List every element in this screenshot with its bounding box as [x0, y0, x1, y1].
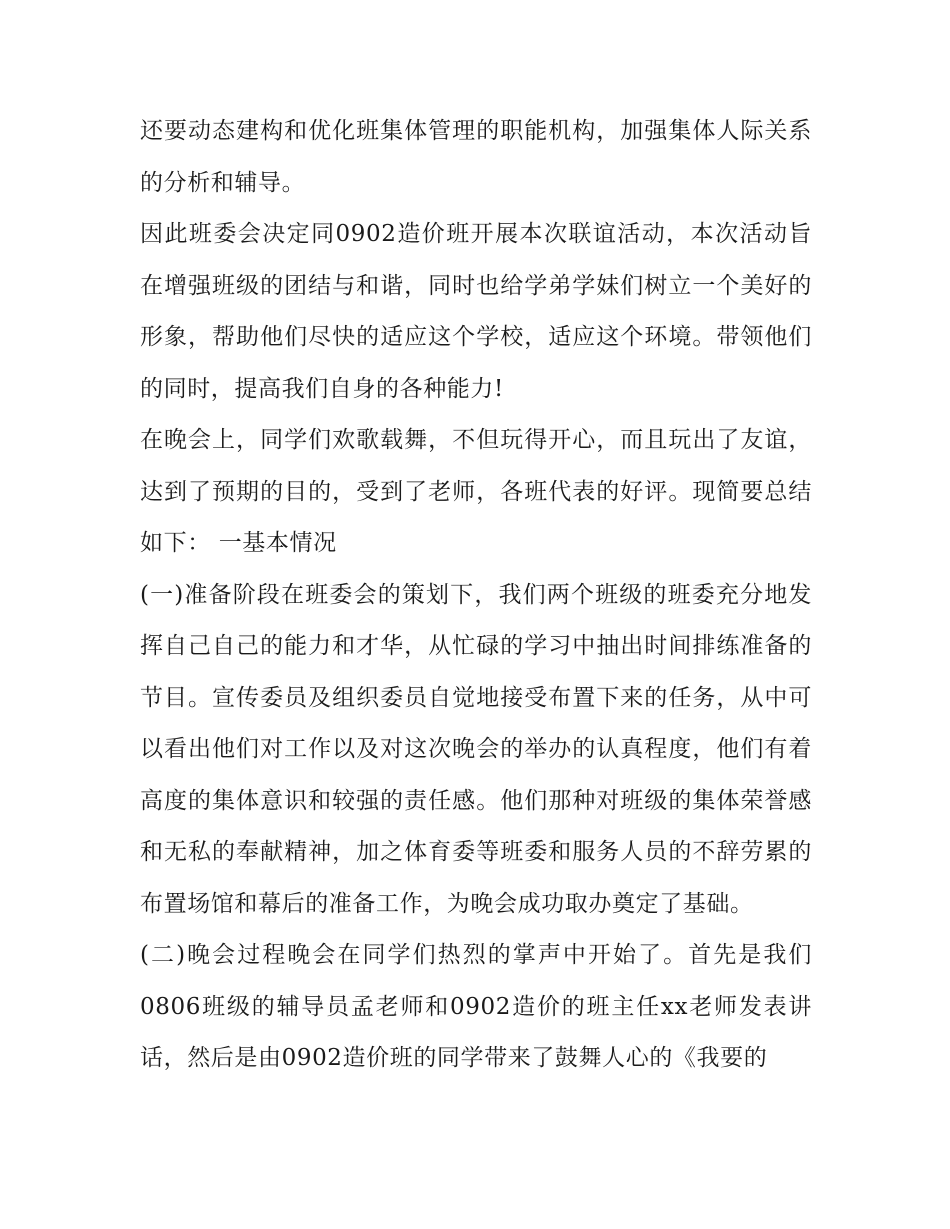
paragraph-2: 因此班委会决定同0902造价班开展本次联谊活动，本次活动旨在增强班级的团结与和谐，同时也给学弟学妹们树立一个美好的形象，帮助他们尽快的适应这个学校，适应这个环境。带领他们的同时，提高我们自身的各种能力!	[140, 221, 812, 402]
paragraph-4: (一)准备阶段在班委会的策划下，我们两个班级的班委充分地发挥自己自己的能力和才华，从忙碌的学习中抽出时间排练准备的节目。宣传委员及组织委员自觉地接受布置下来的任务，从中可以看出他们对工作以及对这次晚会的举办的认真程度，他们有着高度的集体意识和较强的责任感。他们那种对班级的集体荣誉感和无私的奉献精神，加之体育委等班委和服务人员的不辞劳累的布置场馆和幕后的准备工作，为晚会成功取办奠定了基础。	[140, 581, 812, 917]
paragraph-3: 在晚会上，同学们欢歌载舞，不但玩得开心，而且玩出了友谊，达到了预期的目的，受到了老师，各班代表的好评。现简要总结如下： 一基本情况	[140, 427, 812, 556]
paragraph-5: (二)晚会过程晚会在同学们热烈的掌声中开始了。首先是我们0806班级的辅导员孟老师和0902造价的班主任xx老师发表讲话，然后是由0902造价班的同学带来了鼓舞人心的《我要的	[140, 942, 812, 1071]
paragraph-1: 还要动态建构和优化班集体管理的职能机构，加强集体人际关系的分析和辅导。	[140, 118, 812, 196]
document-body	[140, 106, 812, 1085]
